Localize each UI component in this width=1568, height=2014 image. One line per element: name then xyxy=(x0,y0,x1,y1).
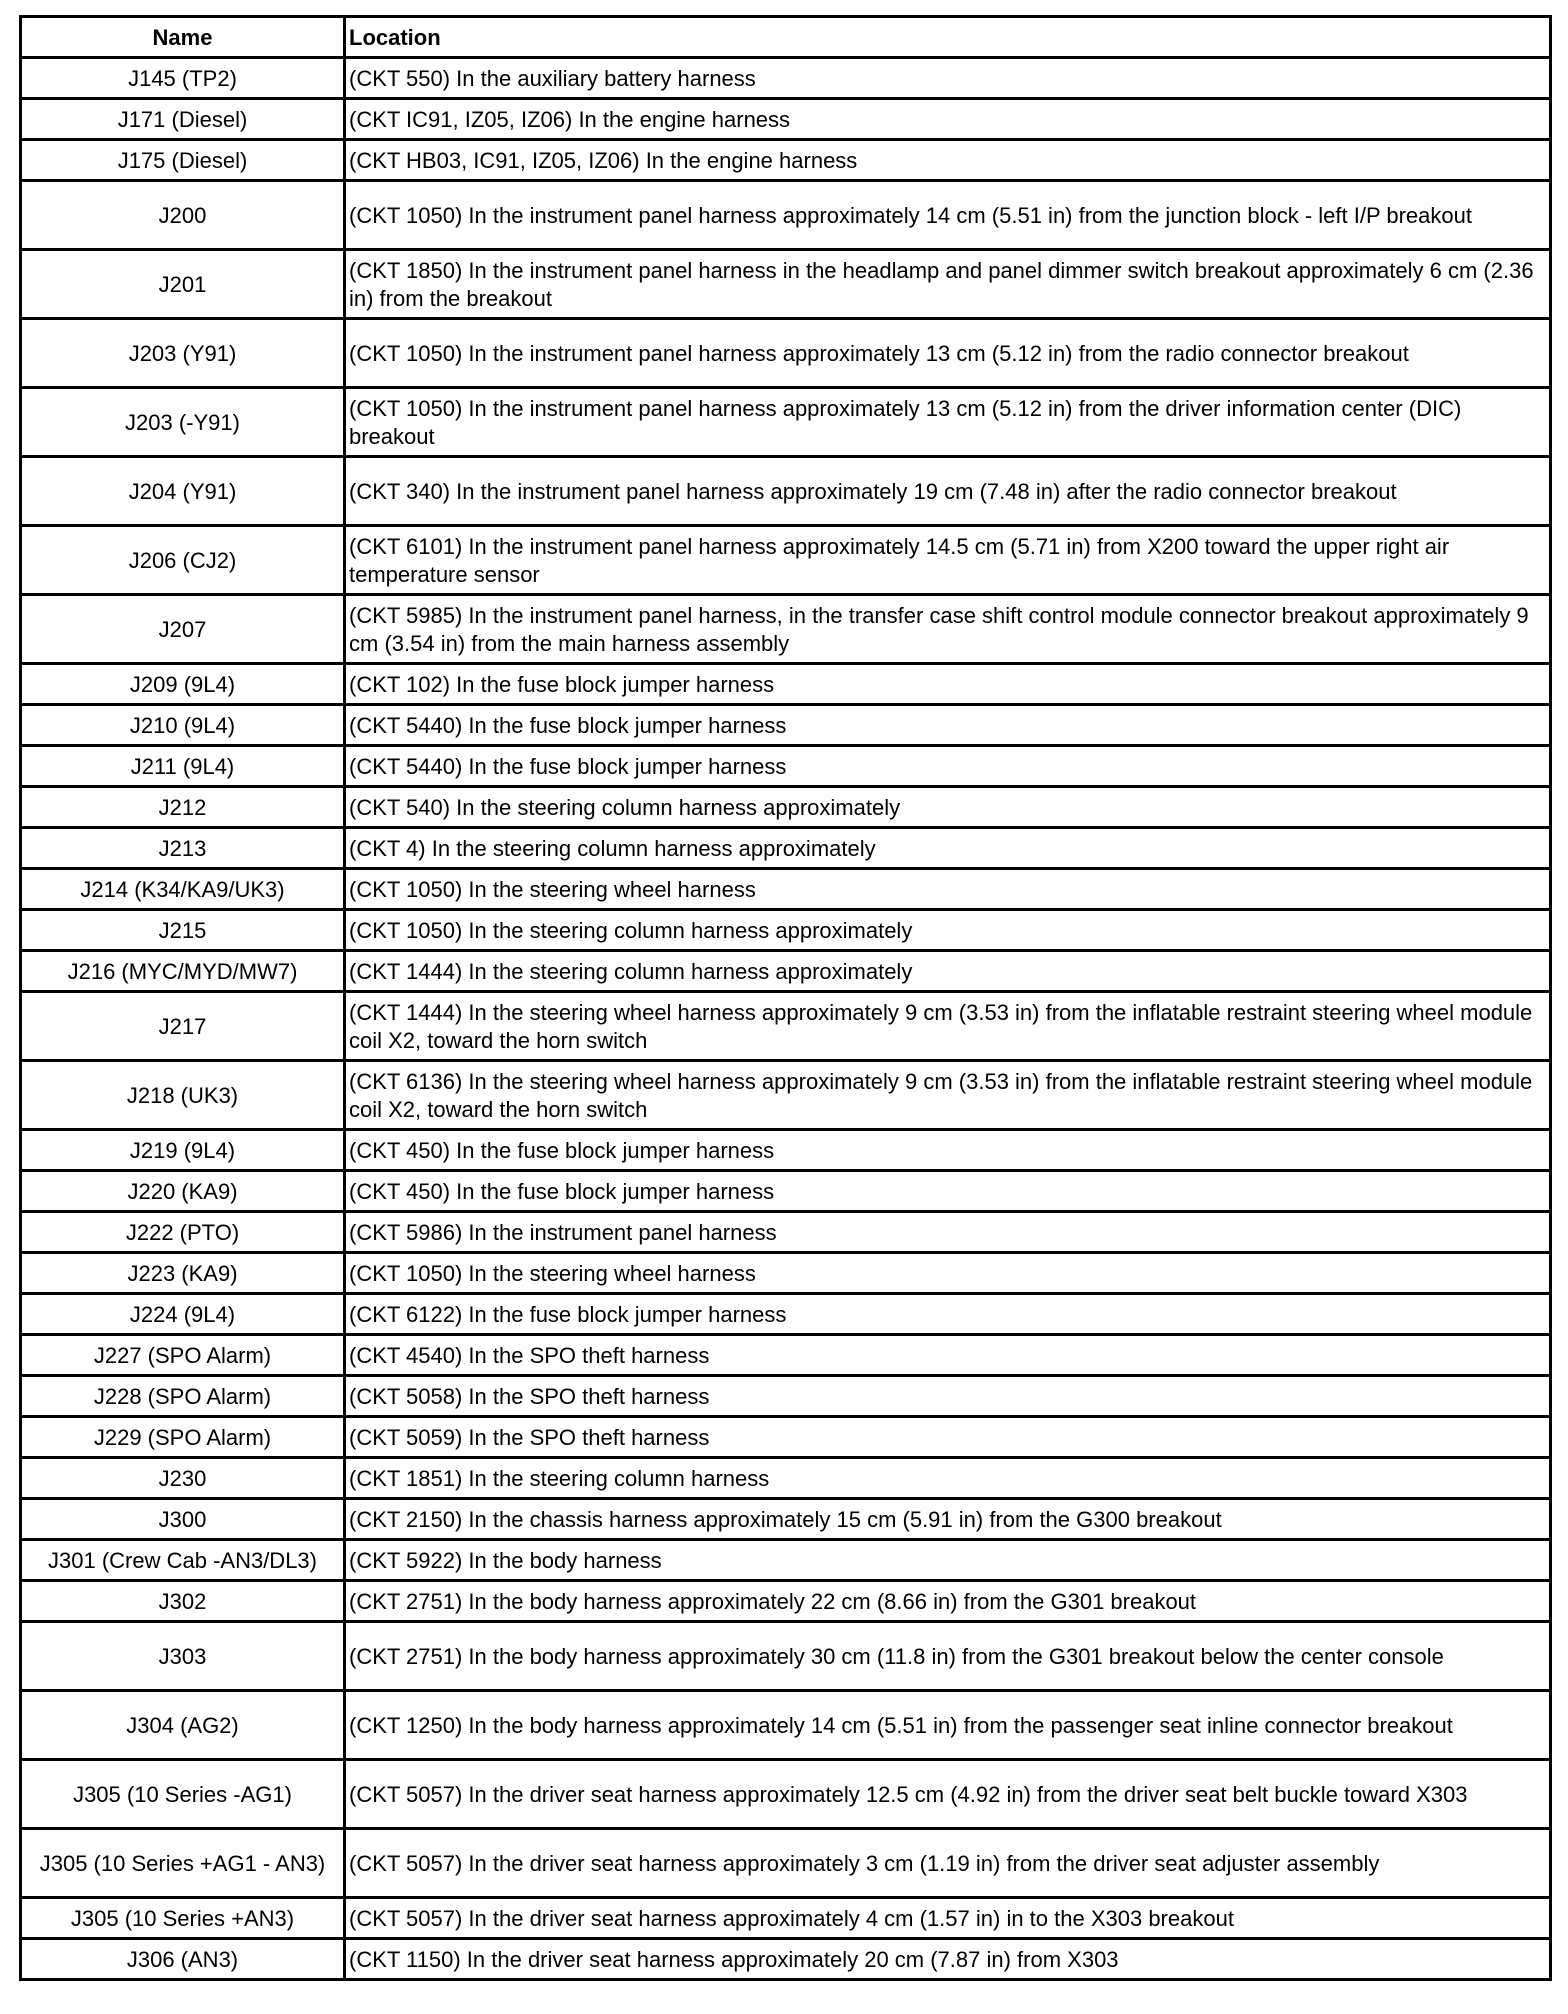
table-row xyxy=(21,319,1551,388)
cell-location: (CKT 2150) In the chassis harness approximately 15 cm (5.91 in) from the G300 breakout xyxy=(345,1499,1551,1540)
cell-location: (CKT 5440) In the fuse block jumper harness xyxy=(345,746,1551,787)
table-row xyxy=(21,1417,1551,1458)
cell-name: J217 xyxy=(21,992,345,1061)
splice-location-table xyxy=(19,15,1552,1981)
cell-location: (CKT 5986) In the instrument panel harness xyxy=(345,1212,1551,1253)
cell-location: (CKT 1850) In the instrument panel harness in the headlamp and panel dimmer switch breakout approximately 6 cm (2.36 in) from the breakout xyxy=(345,250,1551,319)
cell-location: (CKT 1050) In the instrument panel harness approximately 14 cm (5.51 in) from the junction block - left I/P breakout xyxy=(345,181,1551,250)
cell-name: J306 (AN3) xyxy=(21,1939,345,1980)
table-row xyxy=(21,1898,1551,1939)
cell-location: (CKT 6136) In the steering wheel harness approximately 9 cm (3.53 in) from the inflatable restraint steering wheel module coil X2, toward the horn switch xyxy=(345,1061,1551,1130)
cell-location: (CKT 5922) In the body harness xyxy=(345,1540,1551,1581)
cell-location: (CKT 5059) In the SPO theft harness xyxy=(345,1417,1551,1458)
cell-name: J305 (10 Series -AG1) xyxy=(21,1760,345,1829)
cell-location: (CKT 1150) In the driver seat harness approximately 20 cm (7.87 in) from X303 xyxy=(345,1939,1551,1980)
cell-location: (CKT 4) In the steering column harness approximately xyxy=(345,828,1551,869)
cell-name: J210 (9L4) xyxy=(21,705,345,746)
cell-name: J211 (9L4) xyxy=(21,746,345,787)
table-row xyxy=(21,1294,1551,1335)
cell-location: (CKT 5057) In the driver seat harness approximately 3 cm (1.19 in) from the driver seat adjuster assembly xyxy=(345,1829,1551,1898)
cell-location: (CKT 4540) In the SPO theft harness xyxy=(345,1335,1551,1376)
cell-location: (CKT 540) In the steering column harness approximately xyxy=(345,787,1551,828)
cell-location: (CKT 5058) In the SPO theft harness xyxy=(345,1376,1551,1417)
table-row xyxy=(21,99,1551,140)
cell-location: (CKT 340) In the instrument panel harness approximately 19 cm (7.48 in) after the radio connector breakout xyxy=(345,457,1551,526)
table-row xyxy=(21,526,1551,595)
cell-name: J220 (KA9) xyxy=(21,1171,345,1212)
cell-location: (CKT IC91, IZ05, IZ06) In the engine harness xyxy=(345,99,1551,140)
cell-name: J304 (AG2) xyxy=(21,1691,345,1760)
table-row xyxy=(21,1939,1551,1980)
cell-location: (CKT 5985) In the instrument panel harness, in the transfer case shift control module connector breakout approximately 9 cm (3.54 in) from the main harness assembly xyxy=(345,595,1551,664)
cell-name: J171 (Diesel) xyxy=(21,99,345,140)
cell-location: (CKT 1050) In the instrument panel harness approximately 13 cm (5.12 in) from the driver information center (DIC) breakout xyxy=(345,388,1551,457)
cell-name: J224 (9L4) xyxy=(21,1294,345,1335)
cell-location: (CKT 450) In the fuse block jumper harness xyxy=(345,1171,1551,1212)
cell-location: (CKT 1851) In the steering column harness xyxy=(345,1458,1551,1499)
cell-location: (CKT 5057) In the driver seat harness approximately 12.5 cm (4.92 in) from the driver seat belt buckle toward X303 xyxy=(345,1760,1551,1829)
cell-name: J300 xyxy=(21,1499,345,1540)
table-row xyxy=(21,951,1551,992)
cell-name: J175 (Diesel) xyxy=(21,140,345,181)
header-name: Name xyxy=(21,17,345,58)
cell-name: J305 (10 Series +AG1 - AN3) xyxy=(21,1829,345,1898)
cell-name: J223 (KA9) xyxy=(21,1253,345,1294)
table-row xyxy=(21,992,1551,1061)
cell-name: J219 (9L4) xyxy=(21,1130,345,1171)
cell-name: J230 xyxy=(21,1458,345,1499)
cell-location: (CKT 2751) In the body harness approximately 22 cm (8.66 in) from the G301 breakout xyxy=(345,1581,1551,1622)
table-row xyxy=(21,1061,1551,1130)
table-row xyxy=(21,828,1551,869)
table-row xyxy=(21,1540,1551,1581)
table-row xyxy=(21,1691,1551,1760)
cell-location: (CKT 1050) In the instrument panel harness approximately 13 cm (5.12 in) from the radio connector breakout xyxy=(345,319,1551,388)
cell-name: J216 (MYC/MYD/MW7) xyxy=(21,951,345,992)
cell-location: (CKT 1444) In the steering column harness approximately xyxy=(345,951,1551,992)
table-row xyxy=(21,1335,1551,1376)
cell-name: J303 xyxy=(21,1622,345,1691)
cell-name: J229 (SPO Alarm) xyxy=(21,1417,345,1458)
cell-location: (CKT 1050) In the steering column harness approximately xyxy=(345,910,1551,951)
table-row xyxy=(21,58,1551,99)
cell-name: J201 xyxy=(21,250,345,319)
table-row xyxy=(21,250,1551,319)
table-body xyxy=(21,58,1551,1980)
table-row xyxy=(21,1171,1551,1212)
cell-location: (CKT 6101) In the instrument panel harness approximately 14.5 cm (5.71 in) from X200 toward the upper right air temperature sensor xyxy=(345,526,1551,595)
cell-location: (CKT 2751) In the body harness approximately 30 cm (11.8 in) from the G301 breakout below the center console xyxy=(345,1622,1551,1691)
cell-name: J206 (CJ2) xyxy=(21,526,345,595)
table-row xyxy=(21,705,1551,746)
cell-location: (CKT HB03, IC91, IZ05, IZ06) In the engine harness xyxy=(345,140,1551,181)
cell-location: (CKT 6122) In the fuse block jumper harness xyxy=(345,1294,1551,1335)
cell-name: J222 (PTO) xyxy=(21,1212,345,1253)
cell-name: J227 (SPO Alarm) xyxy=(21,1335,345,1376)
table-row xyxy=(21,1581,1551,1622)
cell-name: J212 xyxy=(21,787,345,828)
table-row xyxy=(21,1760,1551,1829)
table-row xyxy=(21,1622,1551,1691)
cell-location: (CKT 450) In the fuse block jumper harness xyxy=(345,1130,1551,1171)
cell-name: J145 (TP2) xyxy=(21,58,345,99)
table-row xyxy=(21,1458,1551,1499)
cell-name: J305 (10 Series +AN3) xyxy=(21,1898,345,1939)
cell-name: J200 xyxy=(21,181,345,250)
cell-name: J209 (9L4) xyxy=(21,664,345,705)
table-row xyxy=(21,1212,1551,1253)
cell-name: J301 (Crew Cab -AN3/DL3) xyxy=(21,1540,345,1581)
cell-location: (CKT 1444) In the steering wheel harness approximately 9 cm (3.53 in) from the inflatable restraint steering wheel module coil X2, toward the horn switch xyxy=(345,992,1551,1061)
table-row xyxy=(21,1499,1551,1540)
table-row xyxy=(21,869,1551,910)
table-row xyxy=(21,181,1551,250)
cell-name: J214 (K34/KA9/UK3) xyxy=(21,869,345,910)
splice-table-container xyxy=(19,15,1549,1981)
table-header-row xyxy=(21,17,1551,58)
table-row xyxy=(21,388,1551,457)
cell-name: J203 (-Y91) xyxy=(21,388,345,457)
cell-name: J213 xyxy=(21,828,345,869)
header-location: Location xyxy=(345,17,1551,58)
table-row xyxy=(21,1829,1551,1898)
table-row xyxy=(21,910,1551,951)
cell-name: J218 (UK3) xyxy=(21,1061,345,1130)
cell-name: J228 (SPO Alarm) xyxy=(21,1376,345,1417)
table-row xyxy=(21,595,1551,664)
cell-location: (CKT 1250) In the body harness approximately 14 cm (5.51 in) from the passenger seat inline connector breakout xyxy=(345,1691,1551,1760)
table-row xyxy=(21,140,1551,181)
table-row xyxy=(21,1376,1551,1417)
cell-location: (CKT 1050) In the steering wheel harness xyxy=(345,1253,1551,1294)
table-row xyxy=(21,1253,1551,1294)
cell-location: (CKT 5440) In the fuse block jumper harness xyxy=(345,705,1551,746)
cell-location: (CKT 102) In the fuse block jumper harness xyxy=(345,664,1551,705)
cell-location: (CKT 1050) In the steering wheel harness xyxy=(345,869,1551,910)
cell-name: J203 (Y91) xyxy=(21,319,345,388)
cell-location: (CKT 5057) In the driver seat harness approximately 4 cm (1.57 in) in to the X303 breakout xyxy=(345,1898,1551,1939)
table-row xyxy=(21,787,1551,828)
table-row xyxy=(21,457,1551,526)
table-row xyxy=(21,746,1551,787)
cell-name: J207 xyxy=(21,595,345,664)
table-row xyxy=(21,1130,1551,1171)
cell-name: J215 xyxy=(21,910,345,951)
cell-name: J204 (Y91) xyxy=(21,457,345,526)
cell-name: J302 xyxy=(21,1581,345,1622)
cell-location: (CKT 550) In the auxiliary battery harness xyxy=(345,58,1551,99)
table-row xyxy=(21,664,1551,705)
